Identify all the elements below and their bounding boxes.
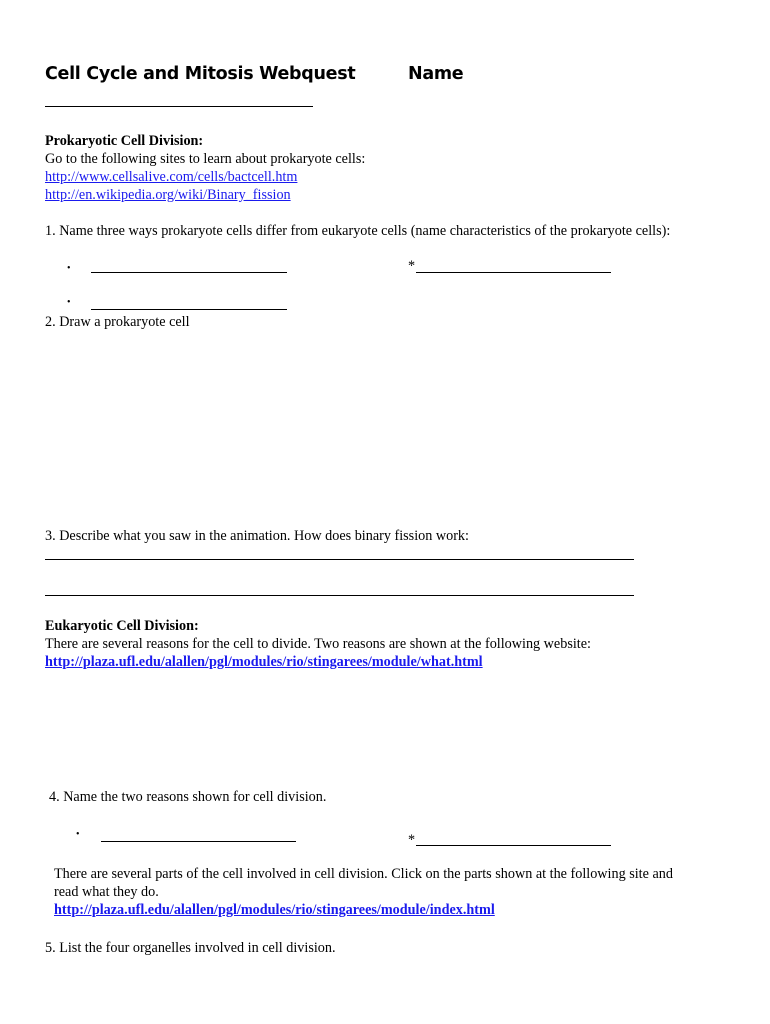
answer-line-q1-b[interactable] [416,272,611,273]
prokaryotic-heading: Prokaryotic Cell Division: [45,133,204,149]
parts-intro-line1: There are several parts of the cell involved in cell division. Click on the parts shown at the following site and [54,866,673,882]
question-4: 4. Name the two reasons shown for cell division. [49,789,327,805]
bullet-icon: • [67,263,71,274]
drawing-area[interactable] [45,340,645,510]
star-marker: * [408,258,416,274]
index-module-link[interactable]: http://plaza.ufl.edu/alallen/pgl/modules/rio/stingarees/module/index.html [54,902,495,918]
answer-line-q4-b[interactable] [416,845,611,846]
question-3: 3. Describe what you saw in the animation. How does binary fission work: [45,528,469,544]
name-underline[interactable] [45,106,313,107]
parts-intro-line2: read what they do. [54,884,159,900]
wikipedia-link[interactable]: http://en.wikipedia.org/wiki/Binary_fission [45,187,291,203]
answer-line-q4-a[interactable] [101,841,296,842]
answer-line-q3-b[interactable] [45,595,634,596]
answer-line-q3-a[interactable] [45,559,634,560]
name-label: Name [408,64,464,84]
eukaryotic-heading: Eukaryotic Cell Division: [45,618,199,634]
star-marker: * [408,832,416,848]
bullet-icon: • [76,829,80,840]
answer-line-q1-c[interactable] [91,309,287,310]
bullet-icon: • [67,297,71,308]
question-1: 1. Name three ways prokaryote cells differ from eukaryote cells (name characteristics of the prokaryote cells): [45,223,671,239]
what-module-link[interactable]: http://plaza.ufl.edu/alallen/pgl/modules/rio/stingarees/module/what.html [45,654,483,670]
prokaryotic-intro: Go to the following sites to learn about prokaryote cells: [45,151,366,167]
answer-line-q1-a[interactable] [91,272,287,273]
question-2: 2. Draw a prokaryote cell [45,314,190,330]
cellsalive-link[interactable]: http://www.cellsalive.com/cells/bactcell.htm [45,169,298,185]
question-5: 5. List the four organelles involved in cell division. [45,940,336,956]
eukaryotic-intro: There are several reasons for the cell to divide. Two reasons are shown at the following website: [45,636,591,652]
worksheet-title: Cell Cycle and Mitosis Webquest [45,64,356,84]
